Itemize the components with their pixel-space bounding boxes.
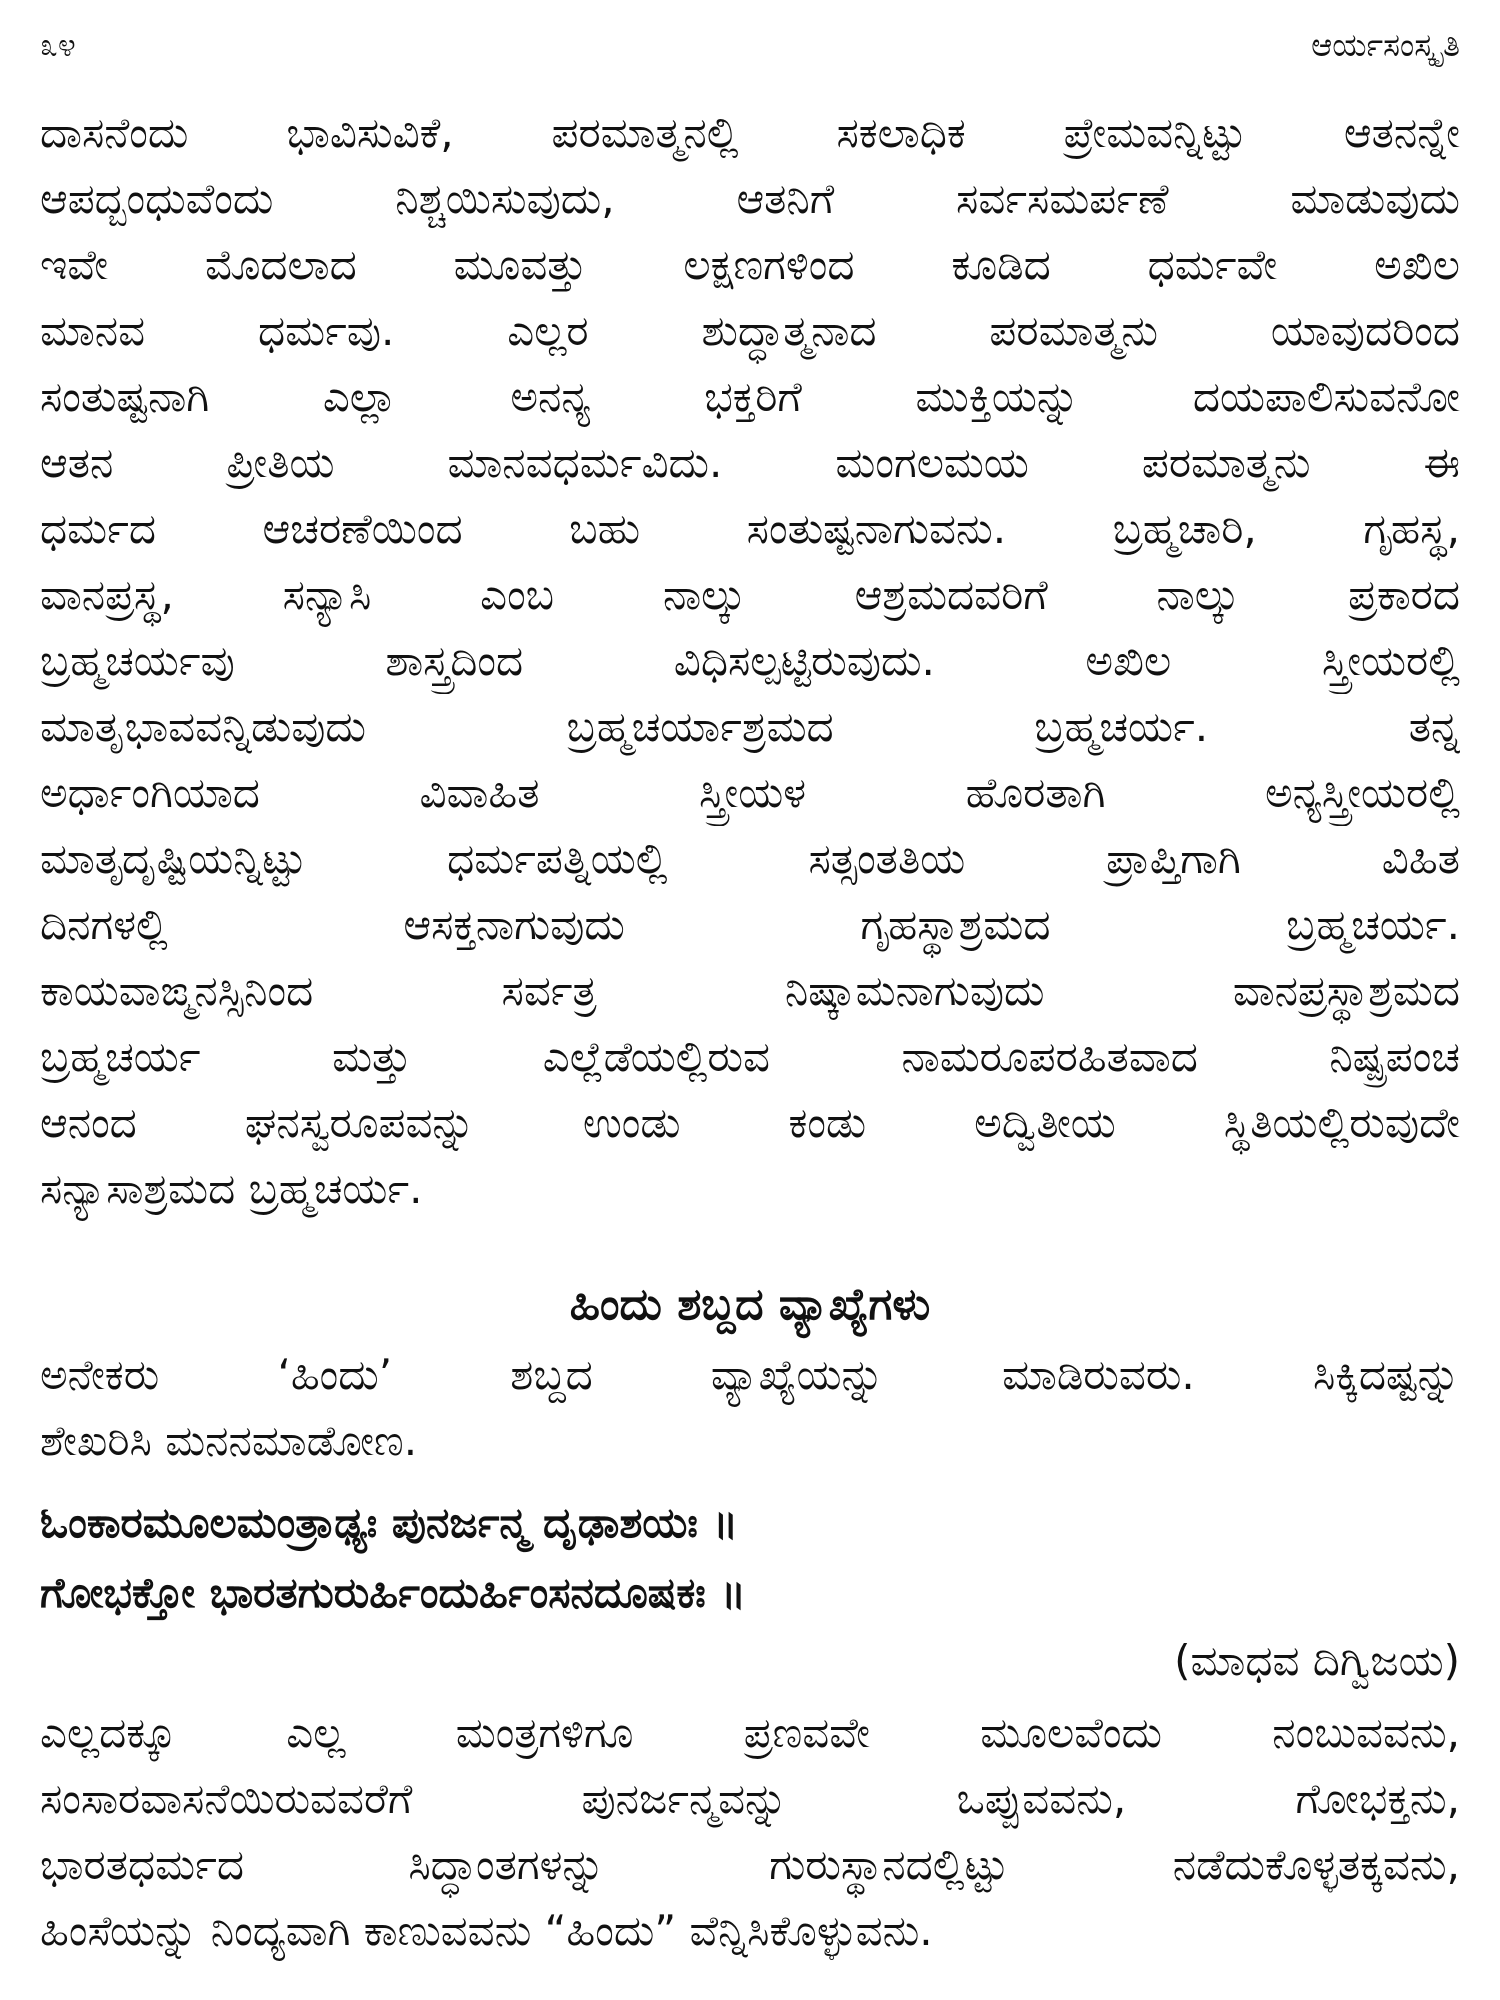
text-line: ಬ್ರಹ್ಮಚರ್ಯವು ಶಾಸ್ತ್ರದಿಂದ ವಿಧಿಸಲ್ಪಟ್ಟಿರುವುದು. ಅಖಿಲ ಸ್ತ್ರೀಯರಲ್ಲಿ [40, 636, 1460, 685]
paragraph-definition [40, 1700, 1460, 1964]
paragraph-intro [40, 1342, 1460, 1474]
sanskrit-verse [40, 1488, 1460, 1628]
text-line: ಇವೇ ಮೊದಲಾದ ಮೂವತ್ತು ಲಕ್ಷಣಗಳಿಂದ ಕೂಡಿದ ಧರ್ಮವೇ ಅಖಿಲ [40, 240, 1460, 289]
text-line: ಧರ್ಮದ ಆಚರಣೆಯಿಂದ ಬಹು ಸಂತುಷ್ಟನಾಗುವನು. ಬ್ರಹ್ಮಚಾರಿ, ಗೃಹಸ್ಥ, [40, 504, 1460, 553]
text-line: ಅನೇಕರು ‘ಹಿಂದು’ ಶಬ್ದದ ವ್ಯಾಖ್ಯೆಯನ್ನು ಮಾಡಿರುವರು. ಸಿಕ್ಕಿದಷ್ಟನ್ನು [40, 1350, 1460, 1399]
text-line: ಆತನ ಪ್ರೀತಿಯ ಮಾನವಧರ್ಮವಿದು. ಮಂಗಲಮಯ ಪರಮಾತ್ಮನು ಈ [40, 438, 1460, 487]
text-line: ಕಾಯವಾಙ್ಮನಸ್ಸಿನಿಂದ ಸರ್ವತ್ರ ನಿಷ್ಕಾಮನಾಗುವುದು ವಾನಪ್ರಸ್ಥಾಶ್ರಮದ [40, 966, 1460, 1015]
text-line: ಅರ್ಧಾಂಗಿಯಾದ ವಿವಾಹಿತ ಸ್ತ್ರೀಯಳ ಹೊರತಾಗಿ ಅನ್ಯಸ್ತ್ರೀಯರಲ್ಲಿ [40, 768, 1460, 817]
paragraph-dharma [40, 100, 1460, 1222]
page-header [40, 20, 1460, 70]
verse-attribution: (ಮಾಧವ ದಿಗ್ವಿಜಯ) [1174, 1636, 1460, 1685]
running-title: ಆರ್ಯಸಂಸ್ಕೃತಿ [1311, 26, 1460, 64]
text-line: ಆನಂದ ಘನಸ್ವರೂಪವನ್ನು ಉಂಡು ಕಂಡು ಅದ್ವಿತೀಯ ಸ್ಥಿತಿಯಲ್ಲಿರುವುದೇ [40, 1098, 1460, 1147]
text-line: ಮಾನವ ಧರ್ಮವು. ಎಲ್ಲರ ಶುದ್ಧಾತ್ಮನಾದ ಪರಮಾತ್ಮನು ಯಾವುದರಿಂದ [40, 306, 1460, 355]
text-line: ಶೇಖರಿಸಿ ಮನನಮಾಡೋಣ. [40, 1416, 418, 1465]
text-line: ಆಪದ್ಬಂಧುವೆಂದು ನಿಶ್ಚಯಿಸುವುದು, ಆತನಿಗೆ ಸರ್ವಸಮರ್ಪಣೆ ಮಾಡುವುದು [40, 174, 1460, 223]
text-line: ಮಾತೃಭಾವವನ್ನಿಡುವುದು ಬ್ರಹ್ಮಚರ್ಯಾಶ್ರಮದ ಬ್ರಹ್ಮಚರ್ಯ. ತನ್ನ [40, 702, 1460, 751]
page-number: ೩೪ [40, 26, 76, 64]
text-line: ಭಾರತಧರ್ಮದ ಸಿದ್ಧಾಂತಗಳನ್ನು ಗುರುಸ್ಥಾನದಲ್ಲಿಟ್ಟು ನಡೆದುಕೊಳ್ಳತಕ್ಕವನು, [40, 1840, 1460, 1889]
text-line: ದಿನಗಳಲ್ಲಿ ಆಸಕ್ತನಾಗುವುದು ಗೃಹಸ್ಥಾಶ್ರಮದ ಬ್ರಹ್ಮಚರ್ಯ. [40, 900, 1460, 949]
text-line: ವಾನಪ್ರಸ್ಥ, ಸನ್ಯಾಸಿ ಎಂಬ ನಾಲ್ಕು ಆಶ್ರಮದವರಿಗೆ ನಾಲ್ಕು ಪ್ರಕಾರದ [40, 570, 1460, 619]
text-line: ಸಂತುಷ್ಟನಾಗಿ ಎಲ್ಲಾ ಅನನ್ಯ ಭಕ್ತರಿಗೆ ಮುಕ್ತಿಯನ್ನು ದಯಪಾಲಿಸುವನೋ [40, 372, 1460, 421]
text-line: ಹಿಂಸೆಯನ್ನು ನಿಂದ್ಯವಾಗಿ ಕಾಣುವವನು “ಹಿಂದು” ವೆನ್ನಿಸಿಕೊಳ್ಳುವನು. [40, 1906, 933, 1955]
verse-line: ಓಂಕಾರಮೂಲಮಂತ್ರಾಢ್ಯಃ ಪುನರ್ಜನ್ಮ ದೃಢಾಶಯಃ ॥ [40, 1498, 739, 1547]
section-heading: ಹಿಂದು ಶಬ್ದದ ವ್ಯಾಖ್ಯೆಗಳು [569, 1279, 931, 1330]
text-line: ಸನ್ಯಾಸಾಶ್ರಮದ ಬ್ರಹ್ಮಚರ್ಯ. [40, 1164, 423, 1213]
text-line: ಮಾತೃದೃಷ್ಟಿಯನ್ನಿಟ್ಟು ಧರ್ಮಪತ್ನಿಯಲ್ಲಿ ಸತ್ಸಂತತಿಯ ಪ್ರಾಪ್ತಿಗಾಗಿ ವಿಹಿತ [40, 834, 1460, 883]
text-line: ದಾಸನೆಂದು ಭಾವಿಸುವಿಕೆ, ಪರಮಾತ್ಮನಲ್ಲಿ ಸಕಲಾಧಿಕ ಪ್ರೇಮವನ್ನಿಟ್ಟು ಆತನನ್ನೇ [40, 108, 1460, 157]
text-line: ಬ್ರಹ್ಮಚರ್ಯ ಮತ್ತು ಎಲ್ಲೆಡೆಯಲ್ಲಿರುವ ನಾಮರೂಪರಹಿತವಾದ ನಿಷ್ಪ್ರಪಂಚ [40, 1032, 1460, 1081]
text-line: ಎಲ್ಲದಕ್ಕೂ ಎಲ್ಲ ಮಂತ್ರಗಳಿಗೂ ಪ್ರಣವವೇ ಮೂಲವೆಂದು ನಂಬುವವನು, [40, 1708, 1460, 1757]
verse-line: ಗೋಭಕ್ತೋ ಭಾರತಗುರುರ್ಹಿಂದುರ್ಹಿಂಸನದೂಷಕಃ ॥ [40, 1568, 746, 1617]
text-line: ಸಂಸಾರವಾಸನೆಯಿರುವವರೆಗೆ ಪುನರ್ಜನ್ಮವನ್ನು ಒಪ್ಪುವವನು, ಗೋಭಕ್ತನು, [40, 1774, 1460, 1823]
